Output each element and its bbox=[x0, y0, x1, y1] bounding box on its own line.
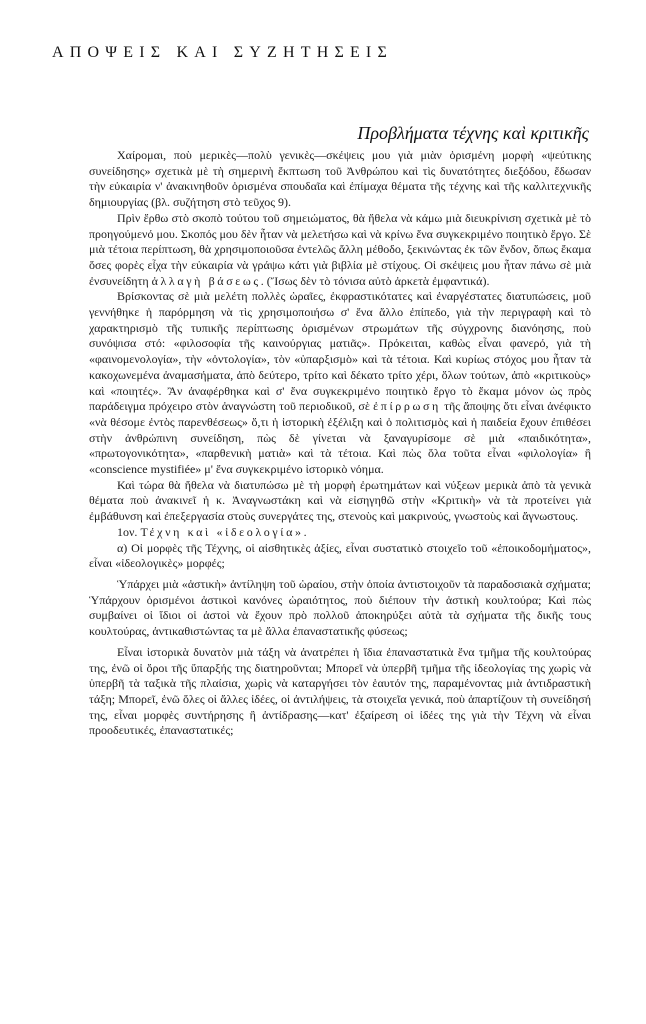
paragraph: Πρὶν ἔρθω στὸ σκοπὸ τούτου τοῦ σημειώματος, θὰ ἤθελα νὰ κάμω μιὰ διευκρίνιση σχετικὰ μὲ τὸ προηγούμενό μου. Σκοπός μου δὲν ἦταν νὰ μελετήσω καὶ νὰ κρίνω ἕνα συγκεκριμένο ποιητικὸ ἔργο. Σὲ μιὰ τέτοια περίπτωση, θὰ χρησιμοποιοῦσα ἐντελῶς ἄλλη μέθοδο, ξεκινώντας ἐκ τῶν ἔνδον, ὅπως ἔκαμα ὅσες φορὲς εἶχα τὴν εὐκαιρία νὰ γράψω κάτι γιὰ βιβλία μὲ στίχους. Οἱ σκέψεις μου ἦταν πάνω σὲ μιὰ ἐνσυνείδητη ἀλλαγὴ βάσεως. (Ἴσως δὲν τὸ τόνισα αὐτὸ ἀρκετὰ ἐμφαντικά). bbox=[89, 210, 591, 288]
paragraph: Βρίσκοντας σὲ μιὰ μελέτη πολλὲς ὡραῖες, ἐκφραστικότατες καὶ ἐναργέστατες διατυπώσεις, μοῦ γεννήθηκε ἡ παρόρμηση νὰ τὶς χρησιμοποιήσω σ' ἕνα ἄλλο ἐπίπεδο, γιὰ τὴν περιγραφὴ καὶ τὸ χαρακτηρισμὸ τῆς τυπικῆς περίπτωσης ὁρισμένων στρωμάτων τῆς σύγχρονης διανόησης, ποὺ συνόψισα στό: «φιλοσοφία τῆς καινούργιας ματιᾶς». Πρόκειται, καθὼς εἶναι φανερό, γιὰ τὴ «φαινομενολογία», τὴν «ὀντολογία», τὸν «ὑπαρξισμὸ» καὶ τὰ τέτοια. Καὶ κυρίως στόχος μου ἦταν τὰ κακοχωνεμένα ἀναμασήματα, ἀπὸ δεύτερο, τρίτο καὶ δέκατο τρίτο χέρι, ὅλων τούτων, ἀπὸ «κριτικοὺς» καὶ «ποιητές». Ἂν ἀναφέρθηκα καὶ σ' ἕνα συγκεκριμένο ποιητικὸ ἔργο τὸ ἔκαμα μόνον ὡς πρὸς παράδειγμα πρόχειρο στὸν ἀναγνώστη τοῦ περιοδικοῦ, σὲ ἐπίρρωση τῆς ἄποψης ὅτι εἶναι ἀνέφικτο «νὰ θέσομε ἐντὸς παρενθέσεως» ὅ,τι ἡ ἱστορικὴ ἐξέλιξη καὶ ὁ πολιτισμὸς καὶ ἡ παιδεία ἔχουν ἐπιθέσει στὴν ἀνθρώπινη συνείδηση, πὼς δὲ γίνεται νὰ ξαναγυρίσομε σὲ μιὰ «παιδικότητα», «πρωτογονικότητα», «παρθενικὴ ματιὰ» καὶ τὰ τέτοια. Καὶ πὼς ὅλα τοῦτα εἶναι «φιλολογία» ἢ «conscience mystifiée» μ' ἕνα συγκεκριμένο ἱστορικὸ νόημα. bbox=[89, 289, 591, 477]
spaced-emphasis: ἐπίρρωση bbox=[373, 399, 441, 414]
section-heading-title: Τέχνη καὶ «ἰδεολογία» bbox=[140, 524, 304, 539]
section-heading: 1ον. Τέχνη καὶ «ἰδεολογία». bbox=[117, 524, 307, 539]
paragraph: Χαίρομαι, ποὺ μερικὲς—πολὺ γενικὲς—σκέψεις μου γιὰ μιὰν ὁρισμένη μορφὴ «ψεύτικης συνείδησης» σχετικὰ μὲ τὴ σημερινὴ ἔκπτωση τοῦ Ἀνθρώπου καὶ τὶς δυνατότητες διεξόδου, ἔδωσαν τὴν εὐκαιρία ν' ἀνακινηθοῦν ὁρισμένα σπουδαῖα καὶ ἐπίμαχα θέματα τῆς τέχνης καὶ τῆς καλλιτεχνικῆς δημιουργίας (βλ. συζήτηση στὸ τεῦχος 9). bbox=[89, 148, 591, 210]
article-body bbox=[89, 148, 591, 739]
paragraph: α) Οἱ μορφὲς τῆς Τέχνης, οἱ αἰσθητικὲς ἀξίες, εἶναι συστατικὸ στοιχεῖο τοῦ «ἐποικοδομήματος», εἶναι «ἰδεολογικὲς» μορφές; bbox=[89, 540, 591, 571]
running-head: ΑΠΟΨΕΙΣ ΚΑΙ ΣΥΖΗΤΗΣΕΙΣ bbox=[52, 44, 393, 61]
paragraph: Καὶ τώρα θὰ ἤθελα νὰ διατυπώσω μὲ τὴ μορφὴ ἐρωτημάτων καὶ νύξεων μερικὰ ἀπὸ τὰ γενικὰ θέματα ποὺ ἀνακινεῖ ἡ κ. Ἀναγνωστάκη καὶ νὰ εἰσηγηθῶ στὴν «Κριτικὴ» νὰ τὰ προτείνει γιὰ ἐμβάθυνση καὶ ἐπεξεργασία στοὺς συνεργάτες της, στενοὺς καὶ μακρινούς, γνωστοὺς καὶ ἄγνωστους. bbox=[89, 477, 591, 524]
paragraph: Ὑπάρχει μιὰ «ἀστικὴ» ἀντίληψη τοῦ ὡραίου, στὴν ὁποία ἀντιστοιχοῦν τὰ παραδοσιακὰ σχήματα; Ὑπάρχουν ὁρισμένοι ἀστικοὶ κανόνες ὡραιότητος, ποὺ διέπουν τὴν ἀστικὴ κουλτούρα; Καὶ πὼς συμβαίνει οἱ ἴδιοι οἱ ἀστοὶ νὰ ἔχουν πρὸ πολλοῦ ἀποκηρύξει αὐτὰ τὰ σχήματα τῆς δικῆς τους κουλτούρας, ἀντικαθιστώντας τα μὲ ἄλλα ἐπαναστατικῆς φύσεως; bbox=[89, 576, 591, 639]
article-title: Προβλήματα τέχνης καὶ κριτικῆς bbox=[357, 123, 589, 143]
spaced-emphasis: ἀλλαγὴ βάσεως bbox=[151, 273, 261, 288]
paragraph: Εἶναι ἱστορικὰ δυνατὸν μιὰ τάξη νὰ ἀνατρέπει ἡ ἴδια ἐπαναστατικὰ ἕνα τμῆμα τῆς κουλτούρας της, ἐνῶ οἱ ὅροι τῆς ὕπαρξής της διατηροῦνται; Μπορεῖ νὰ ὑπερβῆ τμῆμα τῆς ἰδεολογίας της χωρὶς νὰ ὑπερβῆ τὰ ταξικὰ τῆς πλαίσια, χωρὶς νὰ καταργήσει τὸν ἑαυτόν της, παραμένοντας μιὰ ἀντιδραστικὴ τάξη; Μπορεῖ, ἐνῶ ὅλες οἱ ἄλλες ἰδέες, οἱ ἀντιλήψεις, τὰ στοιχεῖα γενικά, ποὺ ἀπαρτίζουν τὴ συνείδησή της, εἶναι μορφὲς συντήρησης ἢ ἀντίδρασης—κατ' ἐξαίρεση οἱ ἰδέες της γιὰ τὴν Τέχνη νὰ εἶναι προοδευτικές, ἐπαναστατικές; bbox=[89, 644, 591, 738]
